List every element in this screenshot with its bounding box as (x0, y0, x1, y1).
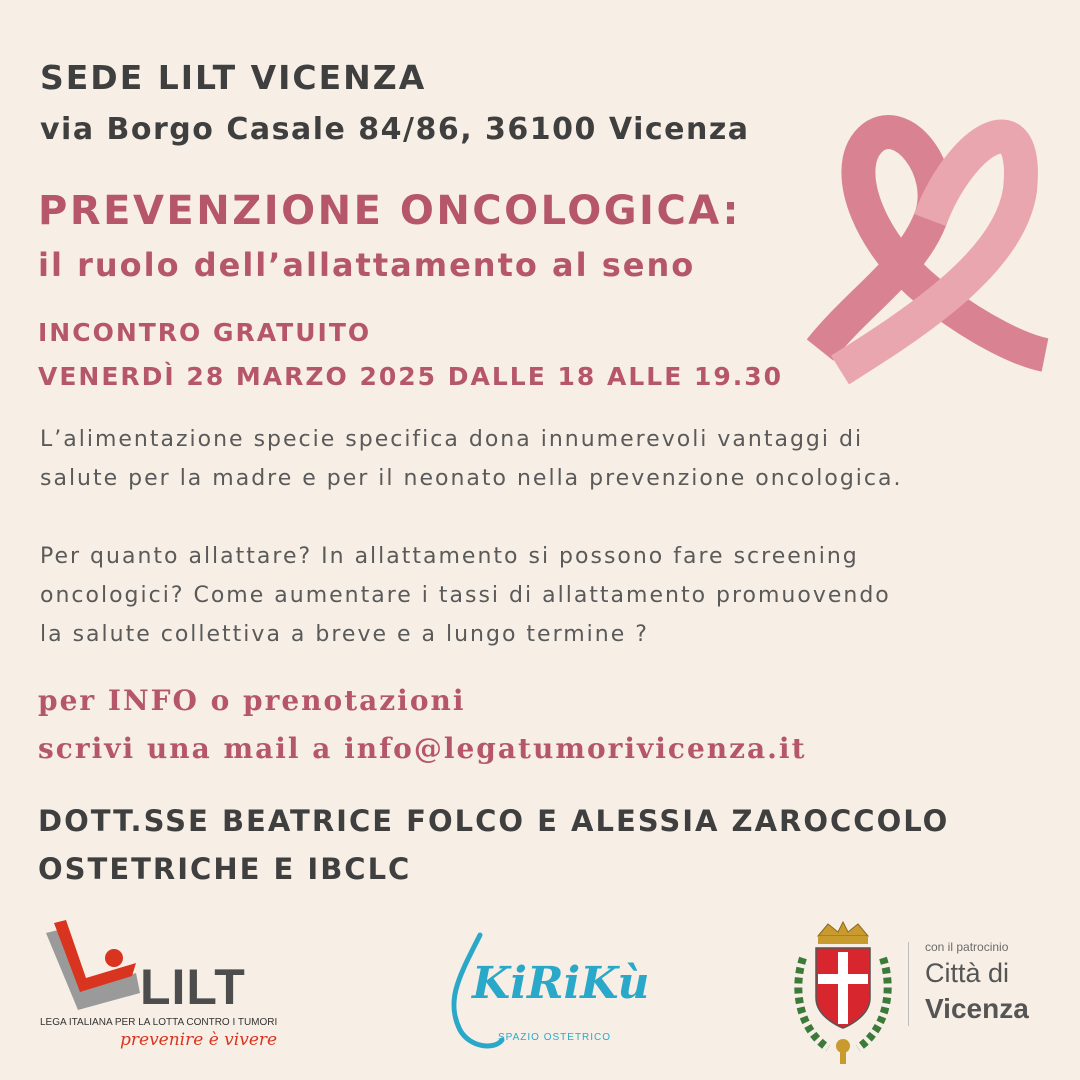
title-main: PREVENZIONE ONCOLOGICA: (38, 188, 741, 234)
venue-name: SEDE LILT VICENZA (40, 58, 427, 97)
description-line: L’alimentazione specie specifica dona innumerevoli vantaggi di (40, 427, 864, 452)
vicenza-crest-icon (788, 918, 898, 1068)
description-line: salute per la madre e per il neonato nella prevenzione oncologica. (40, 466, 903, 491)
speakers-names: DOTT.SSE BEATRICE FOLCO E ALESSIA ZAROCCOLO (38, 804, 950, 838)
description-line: oncologici? Come aumentare i tassi di allattamento promuovendo (40, 583, 891, 608)
kiriku-wordmark: KiRiKù (472, 958, 650, 1009)
description-line: Per quanto allattare? In allattamento si possono fare screening (40, 544, 859, 569)
venue-address: via Borgo Casale 84/86, 36100 Vicenza (40, 112, 750, 147)
lilt-subtitle: LEGA ITALIANA PER LA LOTTA CONTRO I TUMORI (40, 1017, 278, 1028)
contact-email-line: scrivi una mail a info@legatumorivicenza.it (38, 732, 807, 765)
event-type: INCONTRO GRATUITO (38, 318, 372, 347)
event-datetime: VENERDÌ 28 MARZO 2025 DALLE 18 ALLE 19.30 (38, 362, 784, 391)
description-paragraph-2 (40, 537, 1050, 654)
lilt-tagline: prevenire è vivere (120, 1030, 278, 1050)
patronage-label: con il patrocinio (925, 940, 1009, 954)
lilt-wordmark: LILT (140, 959, 246, 1015)
speakers-role: OSTETRICHE E IBCLC (38, 852, 412, 886)
title-subtitle: il ruolo dell’allattamento al seno (38, 246, 696, 284)
logo-divider (908, 942, 909, 1026)
contact-info-heading: per INFO o prenotazioni (38, 684, 466, 717)
kiriku-subtitle: SPAZIO OSTETRICO (498, 1032, 612, 1043)
vicenza-label: Vicenza (925, 993, 1029, 1024)
pink-ribbon-heart-icon (800, 100, 1060, 390)
description-line: la salute collettiva a breve e a lungo termine ? (40, 622, 649, 647)
citta-label: Città di (925, 958, 1010, 988)
description-paragraph-1 (40, 420, 1050, 498)
